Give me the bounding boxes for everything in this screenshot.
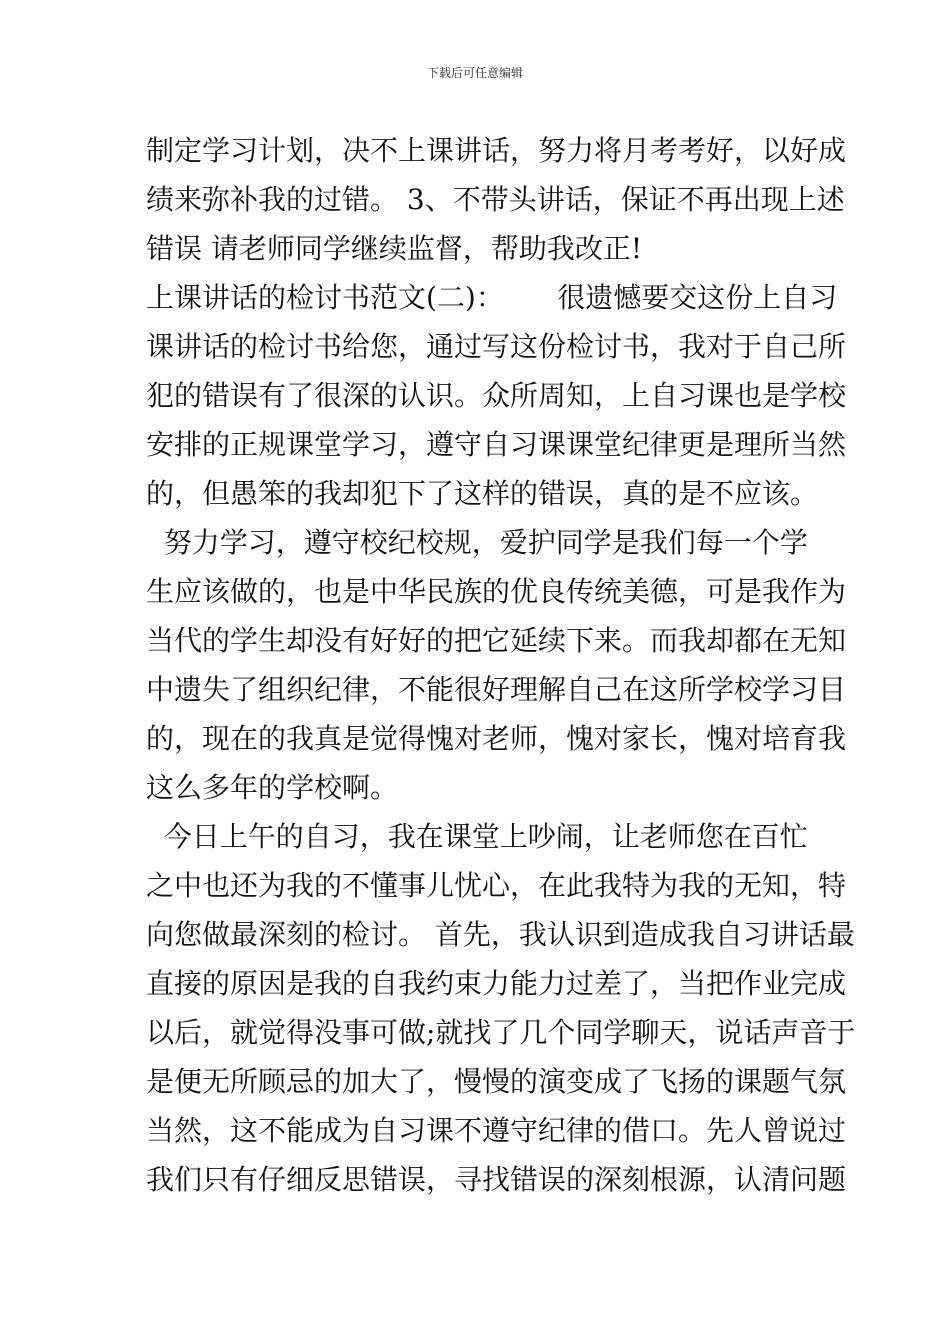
- section-heading-line: 上课讲话的检讨书范文(二)： 很遗憾要交这份上自习: [146, 281, 838, 314]
- text-line: 向您做最深刻的检讨。 首先，我认识到造成我自习讲话最: [146, 918, 855, 951]
- text-line: 今日上午的自习，我在课堂上吵闹，让老师您在百忙: [146, 820, 808, 853]
- text-line: 的，现在的我真是觉得愧对老师，愧对家长，愧对培育我: [146, 722, 847, 755]
- text-line: 安排的正规课堂学习，遵守自习课课堂纪律更是理所当然: [146, 428, 847, 461]
- text-line: 努力学习，遵守校纪校规，爱护同学是我们每一个学: [146, 526, 808, 559]
- text-line: 课讲话的检讨书给您，通过写这份检讨书，我对于自己所: [146, 330, 847, 363]
- text-line: 我们只有仔细反思错误，寻找错误的深刻根源，认清问题: [146, 1163, 847, 1196]
- text-line: 错误 请老师同学继续监督，帮助我改正!: [146, 232, 643, 265]
- page-header: 下载后可任意编辑: [426, 66, 523, 80]
- text-line: 犯的错误有了很深的认识。众所周知，上自习课也是学校: [146, 379, 847, 412]
- text-line: 生应该做的，也是中华民族的优良传统美德，可是我作为: [146, 575, 847, 608]
- text-line: 这么多年的学校啊。: [146, 771, 399, 804]
- text-line: 制定学习计划，决不上课讲话，努力将月考考好，以好成: [146, 134, 847, 167]
- text-line: 之中也还为我的不懂事儿忧心，在此我特为我的无知，特: [146, 869, 847, 902]
- text-line: 以后，就觉得没事可做;就找了几个同学聊天，说话声音于: [146, 1016, 856, 1049]
- text-line: 当代的学生却没有好好的把它延续下来。而我却都在无知: [146, 624, 847, 657]
- text-line: 中遗失了组织纪律，不能很好理解自己在这所学校学习目: [146, 673, 847, 706]
- text-line: 当然，这不能成为自习课不遵守纪律的借口。先人曾说过: [146, 1114, 847, 1147]
- text-line: 绩来弥补我的过错。 3、不带头讲话，保证不再出现上述: [146, 183, 845, 216]
- document-body: [146, 126, 856, 1204]
- text-line: 是便无所顾忌的加大了，慢慢的演变成了飞扬的课题气氛: [146, 1065, 847, 1098]
- text-line: 的，但愚笨的我却犯下了这样的错误，真的是不应该。: [146, 477, 819, 510]
- text-line: 直接的原因是我的自我约束力能力过差了，当把作业完成: [146, 967, 847, 1000]
